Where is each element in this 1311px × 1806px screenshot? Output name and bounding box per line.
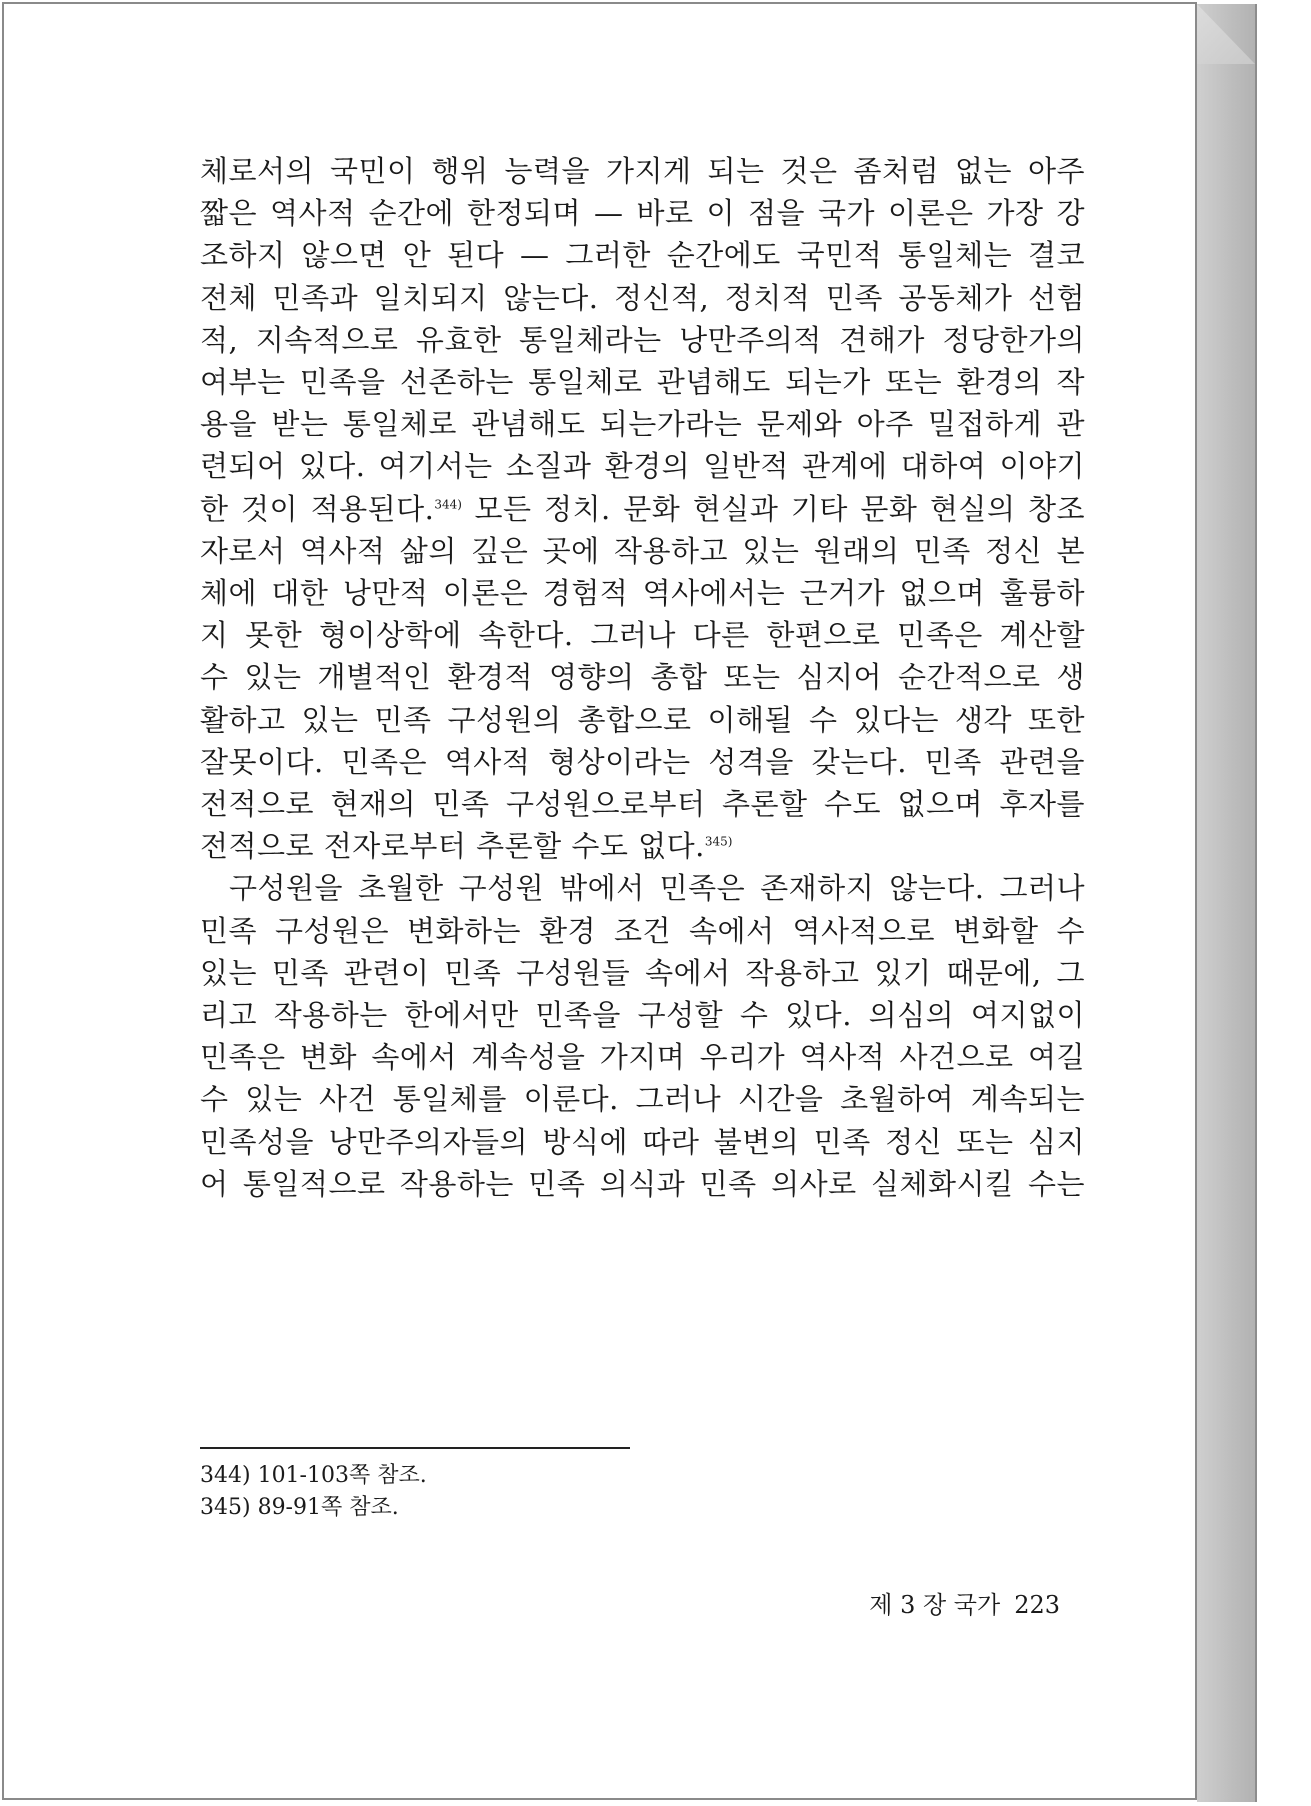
body-text <box>200 150 1085 1205</box>
footnote-345: 345) 89-91쪽 참조. <box>200 1495 399 1520</box>
text-line: 조하지 않으면 안 된다 — 그러한 순간에도 국민적 통일체는 결코 <box>200 238 1085 273</box>
text-segment: 전적으로 전자로부터 추론할 수도 없다. <box>200 829 705 864</box>
text-line: 지 못한 형이상학에 속한다. 그러나 다른 한편으로 민족은 계산할 <box>200 618 1085 653</box>
text-line: 체에 대한 낭만적 이론은 경험적 역사에서는 근거가 없으며 훌륭하 <box>200 576 1085 611</box>
text-line: 용을 받는 통일체로 관념해도 되는가라는 문제와 아주 밀접하게 관 <box>200 407 1085 442</box>
text-line: 적, 지속적으로 유효한 통일체라는 낭만주의적 견해가 정당한가의 <box>200 322 1085 357</box>
text-line: 활하고 있는 민족 구성원의 총합으로 이해될 수 있다는 생각 또한 <box>200 702 1085 737</box>
text-line: 짧은 역사적 순간에 한정되며 — 바로 이 점을 국가 이론은 가장 강 <box>200 196 1085 231</box>
text-line: 수 있는 사건 통일체를 이룬다. 그러나 시간을 초월하여 계속되는 <box>200 1082 1085 1117</box>
text-line: 전체 민족과 일치되지 않는다. 정신적, 정치적 민족 공동체가 선험 <box>200 280 1085 315</box>
text-segment: 모든 정치. 문화 현실과 기타 문화 현실의 창조 <box>474 491 1085 526</box>
page-number: 223 <box>1014 1591 1060 1619</box>
text-line: 여부는 민족을 선존하는 통일체로 관념해도 되는가 또는 환경의 작 <box>200 365 1085 400</box>
text-line: 어 통일적으로 작용하는 민족 의식과 민족 의사로 실체화시킬 수는 <box>200 1166 1085 1201</box>
text-line: 잘못이다. 민족은 역사적 형상이라는 성격을 갖는다. 민족 관련을 <box>200 744 1085 779</box>
text-line: 리고 작용하는 한에서만 민족을 구성할 수 있다. 의심의 여지없이 <box>200 998 1085 1033</box>
footnote-344: 344) 101-103쪽 참조. <box>200 1463 427 1488</box>
footnote-divider <box>200 1447 630 1449</box>
chapter-title: 제 3 장 국가 <box>869 1591 1001 1619</box>
text-line: 수 있는 개별적인 환경적 영향의 총합 또는 심지어 순간적으로 생 <box>200 660 1085 695</box>
running-footer <box>860 1585 1060 1620</box>
text-line: 민족 구성원은 변화하는 환경 조건 속에서 역사적으로 변화할 수 <box>200 913 1085 948</box>
footnote-ref-345: 345) <box>704 834 733 849</box>
text-line: 자로서 역사적 삶의 깊은 곳에 작용하고 있는 원래의 민족 정신 본 <box>200 533 1085 568</box>
text-line: 민족성을 낭만주의자들의 방식에 따라 불변의 민족 정신 또는 심지 <box>200 1124 1085 1159</box>
text-line <box>200 825 1085 867</box>
text-line: 민족은 변화 속에서 계속성을 가지며 우리가 역사적 사건으로 여길 <box>200 1040 1085 1075</box>
text-line: 체로서의 국민이 행위 능력을 가지게 되는 것은 좀처럼 없는 아주 <box>200 154 1085 188</box>
footnotes <box>200 1460 800 1524</box>
text-line <box>200 488 1085 530</box>
text-segment: 한 것이 적용된다. <box>200 491 435 526</box>
book-edge <box>1197 4 1257 1802</box>
text-line: 련되어 있다. 여기서는 소질과 환경의 일반적 관계에 대하여 이야기 <box>200 449 1085 484</box>
text-line: 전적으로 현재의 민족 구성원으로부터 추론할 수도 없으며 후자를 <box>200 787 1085 822</box>
text-line: 구성원을 초월한 구성원 밖에서 민족은 존재하지 않는다. 그러나 <box>229 871 1085 906</box>
text-line: 있는 민족 관련이 민족 구성원들 속에서 작용하고 있기 때문에, 그 <box>200 955 1085 990</box>
footnote-ref-344: 344) <box>434 496 462 511</box>
